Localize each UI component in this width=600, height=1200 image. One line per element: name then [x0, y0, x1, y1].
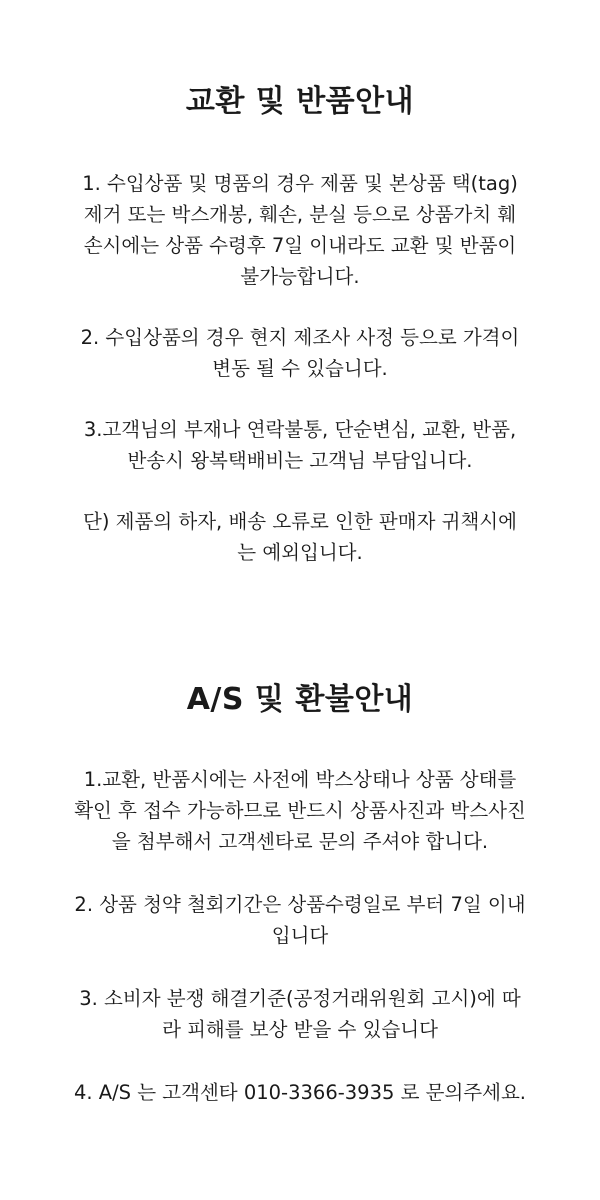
text-line: 라 피해를 보상 받을 수 있습니다 — [162, 1018, 438, 1041]
text-line: 는 예외입니다. — [237, 541, 363, 564]
text-line: 확인 후 접수 가능하므로 반드시 상품사진과 박스사진 — [74, 799, 526, 822]
text-line: 1. 수입상품 및 명품의 경우 제품 및 본상품 택(tag) — [82, 172, 518, 195]
text-line: 4. A/S 는 고객센타 010-3366-3935 로 문의주세요. — [73, 1081, 527, 1104]
text-line: 불가능합니다. — [240, 265, 360, 288]
as-refund-title: A/S 및 환불안내 — [186, 682, 414, 717]
text-line: 제거 또는 박스개봉, 훼손, 분실 등으로 상품가치 훼 — [83, 203, 517, 226]
text-line: 3. 소비자 분쟁 해결기준(공정거래위원회 고시)에 따 — [79, 987, 521, 1010]
exchange-return-section — [0, 78, 600, 598]
exchange-paragraph-1 — [30, 168, 570, 292]
as-paragraph-2 — [30, 889, 570, 951]
text-line: 단) 제품의 하자, 배송 오류로 인한 판매자 귀책시에 — [83, 510, 517, 533]
as-paragraph-1 — [30, 764, 570, 857]
as-refund-section — [0, 676, 600, 1140]
exchange-paragraph-4 — [30, 506, 570, 568]
exchange-paragraph-2 — [30, 322, 570, 384]
text-line: 1.교환, 반품시에는 사전에 박스상태나 상품 상태를 — [83, 768, 517, 791]
text-line: 2. 상품 청약 철회기간은 상품수령일로 부터 7일 이내 — [74, 893, 526, 916]
text-line: 2. 수입상품의 경우 현지 제조사 사정 등으로 가격이 — [80, 326, 520, 349]
text-line: 3.고객님의 부재나 연락불통, 단순변심, 교환, 반품, — [83, 418, 517, 441]
exchange-paragraph-3 — [30, 414, 570, 476]
text-line: 입니다 — [271, 924, 329, 947]
as-paragraph-4 — [30, 1077, 570, 1108]
exchange-return-title: 교환 및 반품안내 — [185, 84, 415, 119]
text-line: 변동 될 수 있습니다. — [212, 357, 388, 380]
text-line: 손시에는 상품 수령후 7일 이내라도 교환 및 반품이 — [83, 234, 517, 257]
text-line: 반송시 왕복택배비는 고객님 부담입니다. — [127, 449, 473, 472]
text-line: 을 첨부해서 고객센타로 문의 주셔야 합니다. — [111, 830, 489, 853]
as-paragraph-3 — [30, 983, 570, 1045]
